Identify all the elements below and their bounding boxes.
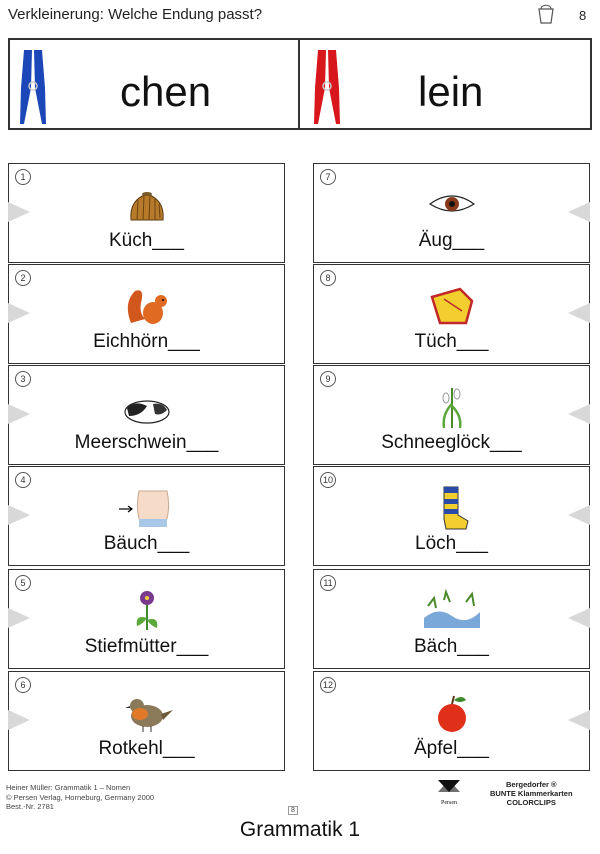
brook-icon (422, 588, 482, 634)
brand-publisher: Bergedorfer ® (505, 780, 557, 789)
sock-icon (422, 485, 482, 531)
card-number: 1 (15, 169, 31, 185)
page-title: Verkleinerung: Welche Endung passt? (8, 6, 263, 23)
ending-box-lein (298, 38, 592, 130)
pansy-icon (117, 588, 177, 634)
arrow-marker-icon (8, 710, 30, 730)
ending-label-chen: chen (120, 68, 212, 115)
card-7[interactable] (313, 163, 590, 263)
footer-order-number: Best.-Nr. 2781 (6, 802, 54, 811)
arrow-marker-icon (568, 303, 590, 323)
arrow-marker-icon (8, 303, 30, 323)
card-9[interactable] (313, 365, 590, 465)
belly-icon (117, 485, 177, 531)
card-number: 8 (320, 270, 336, 286)
card-5[interactable] (8, 569, 285, 669)
robin-icon (117, 690, 177, 736)
card-4[interactable] (8, 466, 285, 566)
arrow-marker-icon (8, 505, 30, 525)
card-number: 4 (15, 472, 31, 488)
logo-text: Persen (441, 800, 457, 806)
card-word: Äug___ (418, 230, 485, 251)
card-word: Bäch___ (413, 636, 489, 657)
footer-credits (6, 783, 154, 812)
ending-label-lein: lein (418, 68, 484, 115)
arrow-marker-icon (568, 202, 590, 222)
card-word: Bäuch___ (103, 533, 190, 554)
card-12[interactable] (313, 671, 590, 771)
squirrel-icon (117, 283, 177, 329)
card-number: 2 (15, 270, 31, 286)
card-word: Meerschwein___ (74, 432, 219, 453)
card-number: 11 (320, 575, 336, 591)
arrow-marker-icon (568, 505, 590, 525)
footer-publisher: © Persen Verlag, Horneburg, Germany 2000 (6, 792, 155, 802)
arrow-marker-icon (8, 202, 30, 222)
card-3[interactable] (8, 365, 285, 465)
arrow-marker-icon (568, 404, 590, 424)
card-word: Eichhörn___ (93, 331, 200, 352)
cake-icon (117, 182, 177, 228)
eye-icon (422, 182, 482, 228)
card-10[interactable] (313, 466, 590, 566)
card-word: Schneeglöck___ (381, 432, 522, 453)
arrow-marker-icon (568, 710, 590, 730)
guinea-pig-icon (117, 384, 177, 430)
bucket-icon (535, 3, 557, 25)
arrow-marker-icon (8, 608, 30, 628)
apple-icon (422, 690, 482, 736)
card-word: Äpfel___ (413, 738, 489, 759)
footer-author: Heiner Müller: Grammatik 1 – Nomen (6, 783, 131, 792)
snowdrop-icon (422, 384, 482, 430)
card-number: 10 (320, 472, 336, 488)
clothespin-red-icon (312, 48, 342, 126)
clothespin-blue-icon (18, 48, 48, 126)
card-8[interactable] (313, 264, 590, 364)
card-number: 7 (320, 169, 336, 185)
persen-logo-icon (436, 778, 462, 808)
bottom-title: Grammatik 1 (239, 818, 361, 841)
cloth-icon (422, 283, 482, 329)
card-2[interactable] (8, 264, 285, 364)
card-number: 9 (320, 371, 336, 387)
card-word: Tüch___ (414, 331, 489, 352)
brand-block (490, 780, 573, 807)
ending-box-chen (8, 38, 300, 130)
card-word: Küch___ (108, 230, 184, 251)
card-number: 6 (15, 677, 31, 693)
brand-colorclips: COLORCLIPS (506, 798, 556, 807)
card-number: 5 (15, 575, 31, 591)
footer-page-number: 8 (288, 806, 298, 815)
card-word: Rotkehl___ (98, 738, 195, 759)
card-6[interactable] (8, 671, 285, 771)
card-word: Stiefmütter___ (84, 636, 209, 657)
page-number: 8 (579, 8, 587, 23)
card-word: Löch___ (415, 533, 488, 554)
card-number: 12 (320, 677, 336, 693)
brand-series: BUNTE Klammerkarten (490, 789, 573, 798)
arrow-marker-icon (568, 608, 590, 628)
card-1[interactable] (8, 163, 285, 263)
card-number: 3 (15, 371, 31, 387)
arrow-marker-icon (8, 404, 30, 424)
card-11[interactable] (313, 569, 590, 669)
